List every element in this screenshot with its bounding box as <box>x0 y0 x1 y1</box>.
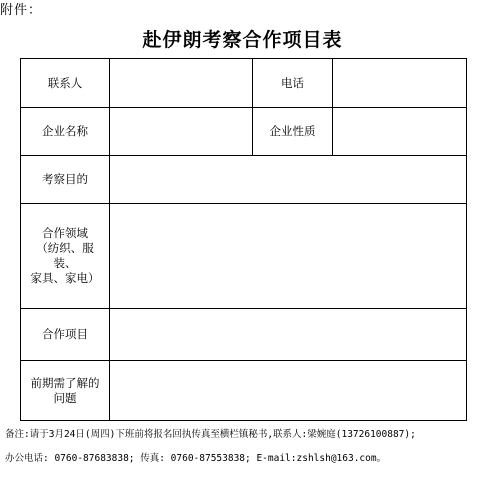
company-type-label: 企业性质 <box>269 124 316 138</box>
phone-value-cell[interactable] <box>333 59 467 108</box>
table-row <box>21 361 467 421</box>
phone-label-cell <box>253 59 333 108</box>
field-label <box>25 226 105 286</box>
phone-label: 电话 <box>281 75 304 90</box>
company-type-label-cell <box>253 108 333 156</box>
project-label-cell <box>21 309 110 361</box>
questions-label <box>31 376 100 406</box>
company-type-value-cell[interactable] <box>333 108 467 156</box>
company-name-value-cell[interactable] <box>110 108 253 156</box>
table-row <box>21 204 467 309</box>
company-name-label-cell <box>21 108 110 156</box>
questions-value-cell[interactable] <box>110 361 467 421</box>
contact-label: 联系人 <box>47 75 83 90</box>
field-label-cell <box>21 204 110 309</box>
table-row <box>21 156 467 204</box>
questions-label-line: 前期需了解的 <box>30 375 100 390</box>
company-name-label: 企业名称 <box>42 124 88 138</box>
contact-label-cell <box>21 59 110 108</box>
questions-label-cell <box>21 361 110 421</box>
note-line: 备注:请于3月24日(周四)下班前将报名回执传真至横栏镇秘书,联系人:梁婉庭(13726100887); <box>5 429 416 440</box>
table-row <box>21 59 467 108</box>
purpose-label-cell <box>21 156 110 204</box>
field-label-line: 家具、家电） <box>30 271 100 285</box>
field-label-line: （纺织、服装、 <box>36 241 94 270</box>
field-value-cell[interactable] <box>110 204 467 309</box>
project-label: 合作项目 <box>42 327 88 341</box>
contact-value-cell[interactable] <box>110 59 253 108</box>
project-value-cell[interactable] <box>110 309 467 361</box>
page-title: 赴伊朗考察合作项目表 <box>142 29 343 51</box>
field-label-line: 合作领域 <box>42 226 88 240</box>
purpose-label: 考察目的 <box>42 172 88 186</box>
purpose-value-cell[interactable] <box>110 156 467 204</box>
questions-label-line: 问题 <box>53 390 77 405</box>
table-row <box>21 108 467 156</box>
application-form-table <box>20 58 467 421</box>
note-line: 办公电话: 0760-87683838; 传真: 0760-87553838; E-mail:zshlsh@163.com。 <box>5 453 387 464</box>
attachment-label: 附件： <box>0 3 43 18</box>
table-row <box>21 309 467 361</box>
